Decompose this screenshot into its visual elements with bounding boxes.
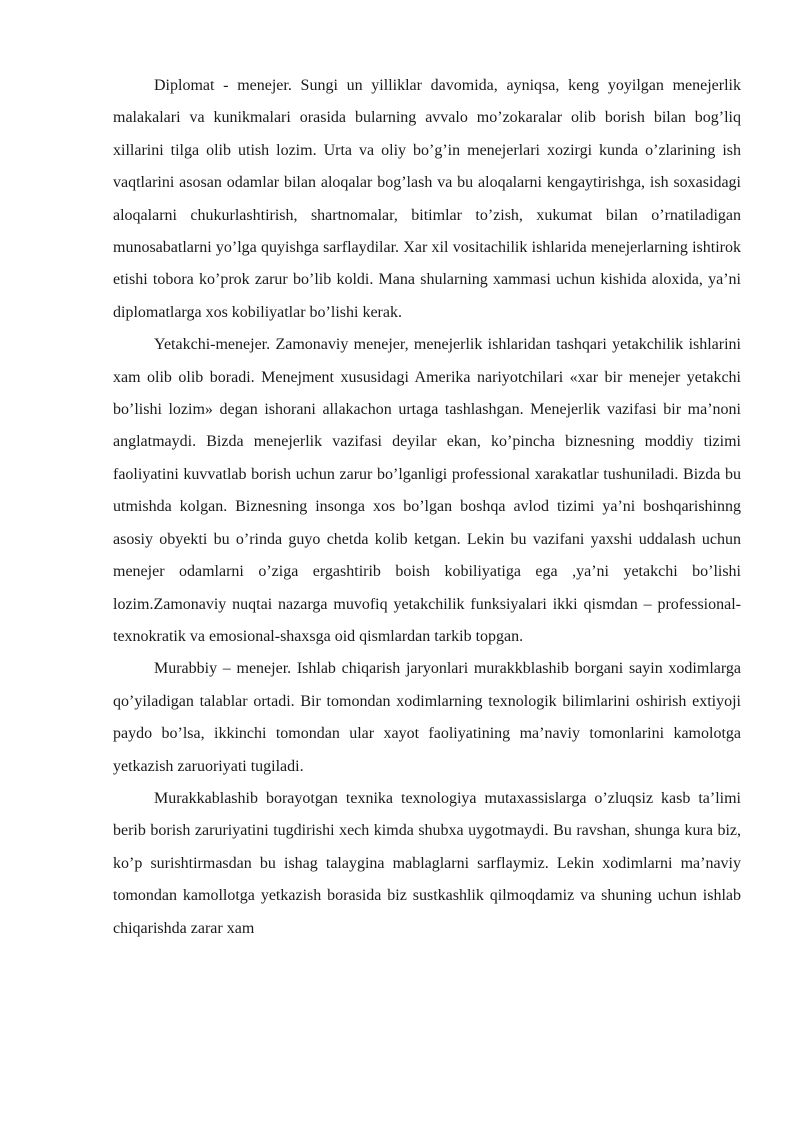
- paragraph-technology-training: Murakkablashib borayotgan texnika texnologiya mutaxassislarga o’zluqsiz kasb ta’limi berib borish zaruriyatini tugdirishi xech kimda shubxa uygotmaydi. Bu ravshan, shunga kura biz, ko’p surishtirmasdan bu ishag talaygina mablaglarni sarflaymiz. Lekin xodimlarni ma’naviy tomondan kamollotga yetkazish borasida biz sustkashlik qilmoqdamiz va shuning uchun ishlab chiqarishda zarar xam: [113, 789, 741, 937]
- paragraph-mentor-manager: Murabbiy – menejer. Ishlab chiqarish jaryonlari murakkblashib borgani sayin xodimlarga qo’yiladigan talablar ortadi. Bir tomondan xodimlarning texnologik bilimlarini oshirish extiyoji paydo bo’lsa, ikkinchi tomondan ular xayot faoliyatining ma’naviy tomonlarini kamolotga yetkazish zaruoriyati tugiladi.: [113, 660, 741, 775]
- paragraph-leader-manager: Yetakchi-menejer. Zamonaviy menejer, menejerlik ishlaridan tashqari yetakchilik ishlarini xam olib olib boradi. Menejment xususidagi Amerika nariyotchilari «xar bir menejer yetakchi bo’lishi lozim» degan ishorani allakachon urtaga tashlashgan. Menejerlik vazifasi bir ma’noni anglatmaydi. Bizda menejerlik vazifasi deyilar ekan, ko’pincha biznesning moddiy tizimi faoliyatini kuvvatlab borish uchun zarur bo’lganligi professional xarakatlar tushuniladi. Bizda bu utmishda kolgan. Biznesning insonga xos bo’lgan boshqa avlod tizimi ya’ni boshqarishinng asosiy obyekti bu o’rinda guyo chetda kolib ketgan. Lekin bu vazifani yaxshi uddalash uchun menejer odamlarni o’ziga ergashtirib boish kobiliyatiga ega ,ya’ni yetakchi bo’lishi lozim.Zamonaviy nuqtai nazarga muvofiq yetakchilik funksiyalari ikki qismdan – professional-texnokratik va emosional-shaxsga oid qismlardan tarkib topgan.: [113, 336, 741, 645]
- document-page: [113, 70, 741, 945]
- paragraph-diplomat-manager: Diplomat - menejer. Sungi un yilliklar davomida, ayniqsa, keng yoyilgan menejerlik malakalari va kunikmalari orasida bularning avvalo mo’zokaralar olib borish bilan bog’liq xillarini tilga olib utish lozim. Urta va oliy bo’g’in menejerlari xozirgi kunda o’zlarining ish vaqtlarini asosan odamlar bilan aloqalar bog’lash va bu aloqalarni kengaytirishga, ish soxasidagi aloqalarni chukurlashtirish, shartnomalar, bitimlar to’zish, xukumat bilan o’rnatiladigan munosabatlarni yo’lga quyishga sarflaydilar. Xar xil vositachilik ishlarida menejerlarning ishtirok etishi tobora ko’prok zarur bo’lib koldi. Mana shularning xammasi uchun kishida aloxida, ya’ni diplomatlarga xos kobiliyatlar bo’lishi kerak.: [113, 77, 741, 321]
